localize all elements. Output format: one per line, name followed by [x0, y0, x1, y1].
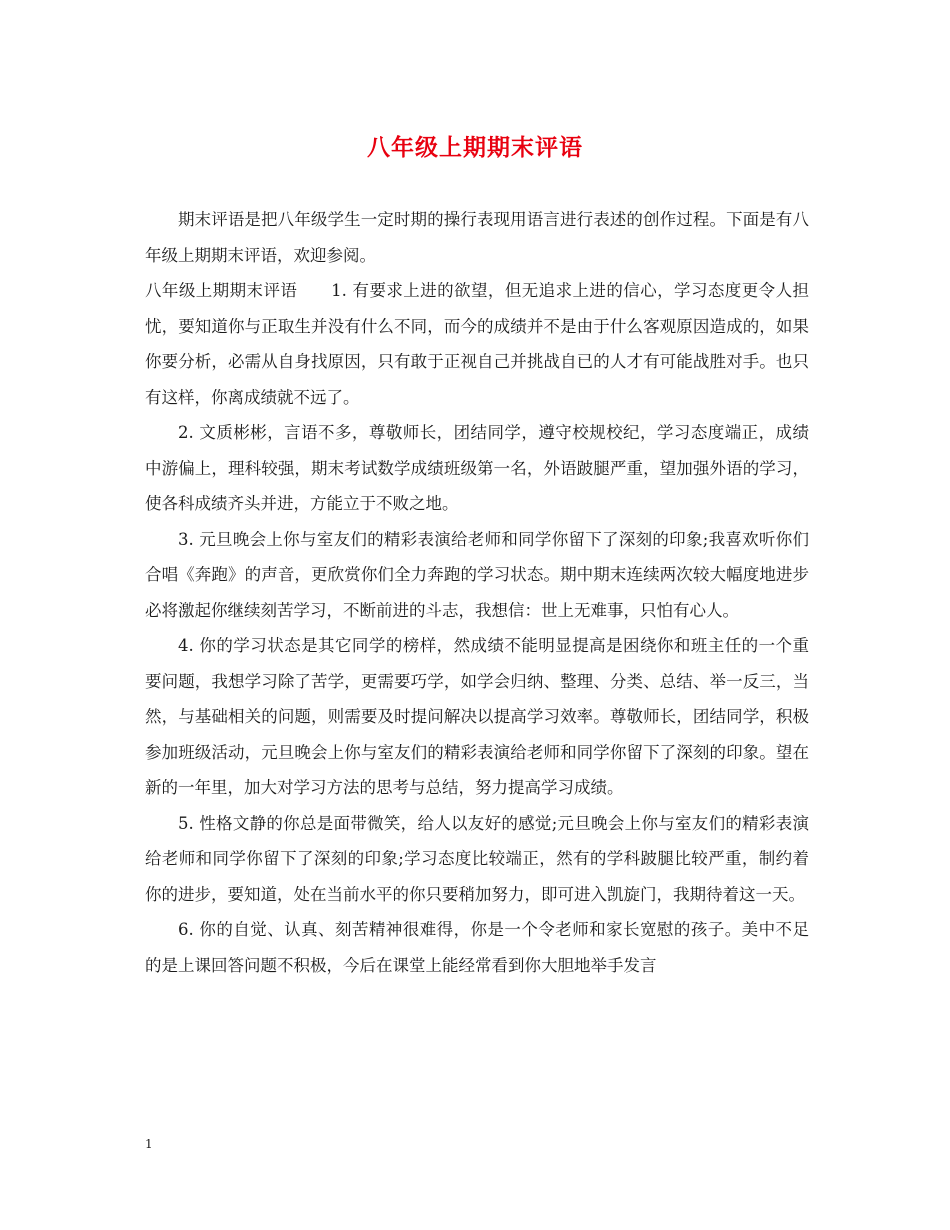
document-title: 八年级上期期末评语 [367, 134, 583, 161]
paragraph-comment-1: 八年级上期期末评语 1. 有要求上进的欲望，但无追求上进的信心，学习态度更令人担忧，要知道你与正取生并没有什么不同，而今的成绩并不是由于什么客观原因造成的，如果你要分析，必需从自身找原因，只有敢于正视自己并挑战自已的人才有可能战胜对手。也只有这样，你离成绩就不远了。 [145, 281, 809, 407]
paragraph-comment-3: 3. 元旦晚会上你与室友们的精彩表演给老师和同学你留下了深刻的印象;我喜欢听你们合唱《奔跑》的声音，更欣赏你们全力奔跑的学习状态。期中期末连续两次较大幅度地进步必将激起你继续刻苦学习，不断前进的斗志，我想信：世上无难事，只怕有心人。 [145, 529, 809, 620]
paragraph-comment-5: 5. 性格文静的你总是面带微笑，给人以友好的感觉;元旦晚会上你与室友们的精彩表演给老师和同学你留下了深刻的印象;学习态度比较端正，然有的学科跛腿比较严重，制约着你的进步，要知道，处在当前水平的你只要稍加努力，即可进入凯旋门，我期待着这一天。 [145, 813, 809, 904]
paragraph-comment-4: 4. 你的学习状态是其它同学的榜样，然成绩不能明显提高是困绕你和班主任的一个重要问题，我想学习除了苦学，更需要巧学，如学会归纳、整理、分类、总结、举一反三，当然，与基础相关的问题，则需要及时提问解决以提高学习效率。尊敬师长，团结同学，积极参加班级活动，元旦晚会上你与室友们的精彩表演给老师和同学你留下了深刻的印象。望在新的一年里，加大对学习方法的思考与总结，努力提高学习成绩。 [145, 636, 809, 797]
document-body [145, 202, 809, 983]
paragraph-comment-2: 2. 文质彬彬，言语不多，尊敬师长，团结同学，遵守校规校纪，学习态度端正，成绩中游偏上，理科较强，期末考试数学成绩班级第一名，外语跛腿严重，望加强外语的学习，使各科成绩齐头并进，方能立于不败之地。 [145, 423, 809, 513]
page-number: 1 [145, 1137, 153, 1151]
paragraph-intro: 期末评语是把八年级学生一定时期的操行表现用语言进行表述的创作过程。下面是有八年级上期期末评语，欢迎参阅。 [145, 210, 809, 265]
paragraph-comment-6: 6. 你的自觉、认真、刻苦精神很难得，你是一个令老师和家长宽慰的孩子。美中不足的是上课回答问题不积极，今后在课堂上能经常看到你大胆地举手发言 [145, 920, 809, 975]
